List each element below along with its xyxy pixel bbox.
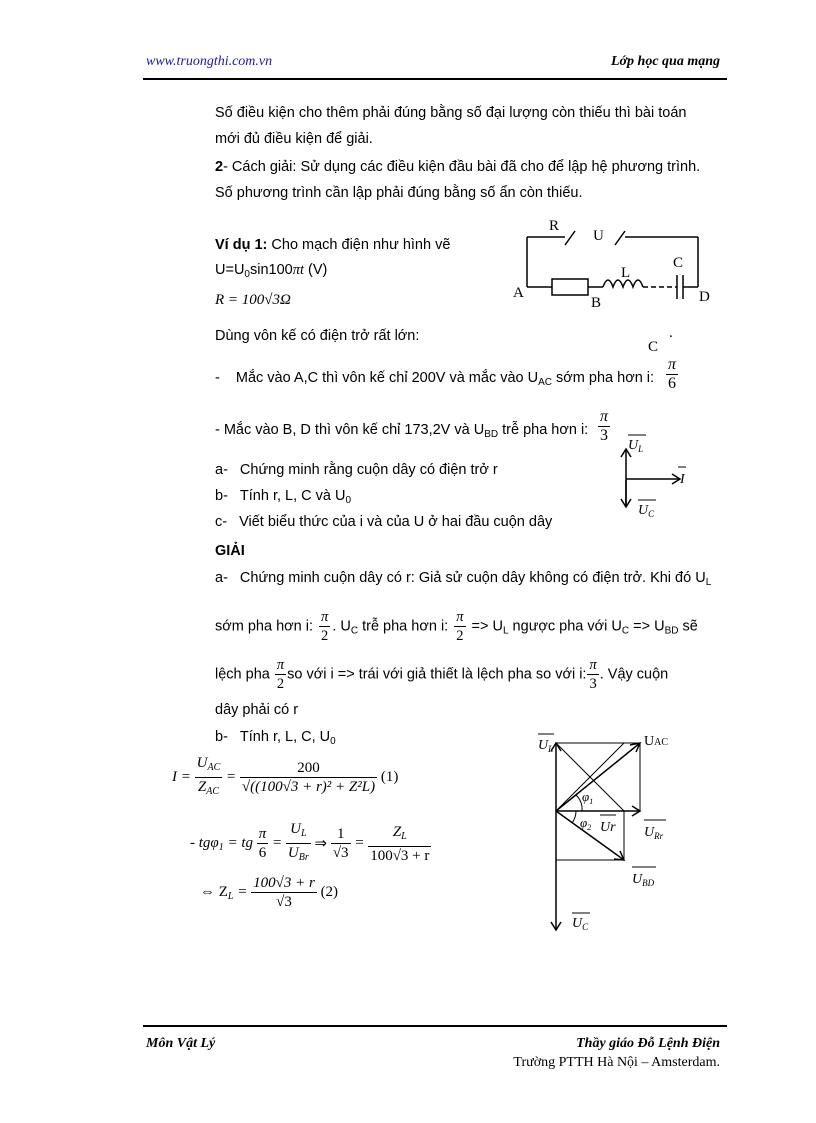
- eq2-zl: Z: [392, 823, 402, 840]
- step-number: 2: [215, 159, 224, 175]
- label-b: B: [591, 295, 602, 311]
- uac-vector: [556, 743, 640, 811]
- u-eq-prefix: U=U: [215, 262, 245, 278]
- intro-line-4: Số phương trình cần lập phải đúng bằng số ẩn còn thiếu.: [215, 185, 583, 201]
- eq1-den: Z: [197, 779, 207, 795]
- circuit-switch-left: [565, 231, 575, 245]
- eq1-equals: =: [226, 769, 237, 785]
- circuit-diagram: [505, 215, 720, 360]
- eq2-six: 6: [258, 845, 267, 861]
- ul-label: $U_L$: [628, 438, 644, 454]
- solution-a: [215, 568, 730, 593]
- eq1-num-sub: AC: [207, 762, 221, 773]
- line2-pre: sớm pha hơn i:: [215, 618, 314, 635]
- eq2-sqrt3: √3: [332, 845, 349, 861]
- course-title: Lớp học qua mạng: [610, 54, 720, 69]
- footer-school: Trường PTTH Hà Nội – Amsterdam.: [513, 1055, 720, 1070]
- voltage-equation: [215, 260, 327, 285]
- resistor: [552, 279, 588, 295]
- phi1-label: $\varphi_1$: [582, 789, 594, 806]
- question-a-mark: a-: [215, 462, 228, 478]
- eq2-frac-pi-6: [257, 825, 269, 862]
- uc-label: $U_C$: [638, 503, 655, 519]
- eq2-frac-1-sqrt3: [331, 825, 351, 862]
- item-2: [215, 420, 588, 445]
- eq3-pre-sub: L: [227, 890, 234, 902]
- line2-post1-sub: L: [502, 625, 509, 637]
- solution-a-mark: a-: [215, 570, 228, 586]
- item-1-dash: -: [215, 370, 220, 386]
- line2-post3: => U: [629, 618, 665, 635]
- question-b-mark: b-: [215, 488, 228, 504]
- footer-teacher: Thầy giáo Đỗ Lệnh Điện: [576, 1036, 720, 1051]
- phi2-label: $\varphi_2$: [580, 815, 592, 832]
- ubd-vector: [556, 811, 624, 860]
- frac-pi-6-den: 6: [668, 375, 676, 392]
- eq2-mid: = tg: [223, 834, 254, 851]
- eq2-ul: U: [290, 821, 301, 837]
- solution-line-3: [215, 656, 668, 693]
- phi2-arc: [572, 811, 576, 823]
- eq2-den: 100√3 + r: [370, 847, 430, 864]
- line2-mid: trễ pha hơn i:: [358, 618, 449, 635]
- eq2-pre-sub: 1: [218, 841, 224, 853]
- eq3-frac: [251, 874, 317, 911]
- i-label: I: [680, 472, 685, 487]
- item-2-sub: BD: [484, 429, 499, 440]
- big-uc-label: $U_C$: [572, 916, 589, 932]
- frac-pi-6-num: π: [668, 356, 677, 373]
- example-text: Cho mạch điện như hình vẽ: [267, 237, 451, 253]
- solution-b-text: Tính r, L, C, U: [239, 729, 331, 745]
- frac-pi-2-c-num: π: [276, 657, 285, 673]
- eq2-frac-ul-ubr: [286, 820, 311, 867]
- item-1-sub: AC: [538, 377, 553, 388]
- question-c-mark: c-: [215, 514, 228, 530]
- eq2-ubr-sub: Br: [298, 852, 309, 863]
- label-c: C: [673, 255, 684, 271]
- solution-line-2: [215, 608, 698, 645]
- frac-pi-2-c-den: 2: [276, 676, 285, 692]
- line2-post3-sub: BD: [664, 625, 679, 637]
- small-phasor-diagram: [590, 425, 710, 530]
- label-a: A: [513, 285, 524, 301]
- u-eq-mid: sin100: [249, 262, 293, 278]
- eq3-den: √3: [276, 894, 292, 910]
- label-r: R: [549, 218, 560, 234]
- item-1-tail: sớm pha hơn i:: [552, 370, 655, 386]
- example-label: Ví dụ 1:: [215, 237, 268, 253]
- intro-line-2: mới đủ điều kiện để giải.: [215, 131, 373, 147]
- voltmeter-text: Dùng vôn kế có điện trở rất lớn:: [215, 328, 420, 344]
- eq3-tag: (2): [320, 884, 339, 900]
- solution-b-mark: b-: [215, 729, 228, 745]
- label-d: D: [699, 289, 710, 305]
- item-1: [215, 368, 654, 393]
- eq1-tag: (1): [380, 769, 399, 785]
- line2-uc: . U: [332, 618, 351, 635]
- footer-subject: Môn Vật Lý: [146, 1036, 216, 1051]
- eq3-eq: =: [233, 883, 248, 900]
- label-stray-dot: .: [669, 325, 673, 341]
- u-eq-t: t: [299, 262, 305, 278]
- eq2-ul-sub: L: [300, 828, 307, 839]
- frac-pi-2-c: [275, 656, 286, 693]
- equation-tg: - tgφ$_1$ = tg $\frac{\pi}{6}$ = $\frac{U_L}{U_{Br}}$ ⇒ $\frac{1}{√3}$ = $\frac{Z_L}{100√3 + r}$: [190, 820, 431, 867]
- eq1-rnum: 200: [240, 759, 377, 778]
- eq3-pre: ⇔ Z: [200, 883, 228, 900]
- question-c-text: Viết biểu thức của i và của U ở hai đầu cuộn dây: [239, 514, 553, 530]
- eq3-num: 100√3 + r: [253, 875, 315, 891]
- eq1-num: U: [196, 755, 208, 771]
- circuit-switch-right: [615, 231, 625, 245]
- frac-pi-2-a-num: π: [321, 609, 329, 625]
- big-phasor-diagram: [520, 725, 720, 940]
- solution-b-sub: 0: [330, 736, 336, 747]
- eq2-ubr: U: [287, 845, 299, 861]
- frac-pi-3-b: [587, 656, 598, 693]
- solution-a-sub: L: [705, 577, 712, 588]
- u-eq-sub: 0: [244, 269, 250, 280]
- frac-pi-3-b-den: 3: [589, 676, 597, 692]
- line2-post2: ngược pha với U: [508, 618, 622, 635]
- item-1-text: Mắc vào A,C thì vôn kế chỉ 200V và mắc vào U: [235, 370, 539, 386]
- frac-pi-3-den: 3: [600, 427, 608, 444]
- line2-post2-sub: C: [621, 625, 630, 637]
- question-a-text: Chứng minh rằng cuộn dây có điện trở r: [239, 462, 498, 478]
- question-b: [215, 486, 351, 511]
- question-b-text: Tính r, L, C và U: [239, 488, 346, 504]
- inductor-coil: [603, 280, 643, 287]
- frac-pi-2-a-den: 2: [321, 628, 329, 644]
- footer-rule: [143, 1025, 727, 1027]
- eq2-frac-zl: [368, 823, 431, 865]
- frac-pi-2-a: [319, 608, 330, 645]
- frac-pi-6: [666, 356, 678, 393]
- eq1-rden: √((100√3 + r)² + Z²L): [241, 779, 376, 795]
- label-u: U: [593, 228, 604, 244]
- eq1-lhs: I =: [172, 769, 191, 785]
- ubd-label: $U_{BD}$: [632, 872, 655, 888]
- line3-mid: so với i => trái với giả thiết là lệch pha so với i:: [287, 666, 587, 683]
- intro-line-3: [215, 157, 700, 177]
- u-eq-pi: π: [292, 262, 300, 278]
- question-b-sub: 0: [345, 495, 352, 506]
- line3-post: . Vậy cuộn: [599, 666, 669, 683]
- item-2-text: - Mắc vào B, D thì vôn kế chỉ 173,2V và U: [215, 422, 485, 438]
- question-a: [215, 460, 498, 480]
- eq2-zl-sub: L: [401, 830, 407, 842]
- frac-pi-2-b-num: π: [456, 609, 464, 625]
- solution-b: [215, 727, 336, 752]
- big-ul-label: $U_L$: [538, 738, 554, 754]
- eq1-den-sub: AC: [206, 786, 219, 797]
- eq2-pi: π: [258, 826, 267, 842]
- line2-post1: => U: [467, 618, 503, 635]
- label-stray-c: C: [648, 339, 659, 355]
- equation-2: [200, 874, 338, 911]
- label-l: L: [621, 265, 631, 281]
- intro-line-1: Số điều kiện cho thêm phải đúng bằng số đại lượng còn thiếu thì bài toán: [215, 105, 687, 121]
- uac-label: UAC: [644, 734, 669, 749]
- urr-label: $U_{Rr}$: [644, 825, 664, 841]
- line2-post4: sẽ: [678, 618, 698, 635]
- frac-pi-2-b-den: 2: [456, 628, 464, 644]
- eq2-arrow: ⇒: [314, 836, 328, 852]
- eq1-frac-2: [240, 759, 377, 796]
- eq1-frac-1: [195, 754, 223, 801]
- equation-1: [172, 754, 398, 801]
- question-c: [215, 512, 552, 532]
- intro-line-3-text: - Cách giải: Sử dụng các điều kiện đầu bài đã cho để lập hệ phương trình.: [223, 159, 701, 175]
- site-url[interactable]: www.truongthi.com.vn: [146, 54, 273, 69]
- solution-a-text: Chứng minh cuộn dây có r: Giả sử cuộn dây không có điện trở. Khi đó U: [239, 570, 706, 586]
- eq2-one: 1: [331, 825, 351, 844]
- u-eq-unit: (V): [304, 262, 328, 278]
- item-2-tail: trễ pha hơn i:: [498, 422, 589, 438]
- resistance-equation: R = 100√3Ω: [215, 292, 291, 308]
- eq2-pre: - tgφ: [190, 834, 219, 851]
- line2-uc-sub: C: [350, 625, 359, 637]
- frac-pi-2-b: [454, 608, 465, 645]
- example-heading: [215, 235, 450, 255]
- frac-pi-3-b-num: π: [589, 657, 597, 673]
- header-rule: [143, 78, 727, 80]
- solution-line-4: dây phải có r: [215, 702, 299, 718]
- line3-pre: lệch pha: [215, 666, 270, 683]
- solution-title: GIẢI: [215, 543, 245, 559]
- frac-pi-3-num: π: [600, 408, 609, 425]
- ur-label: Ur: [600, 820, 616, 835]
